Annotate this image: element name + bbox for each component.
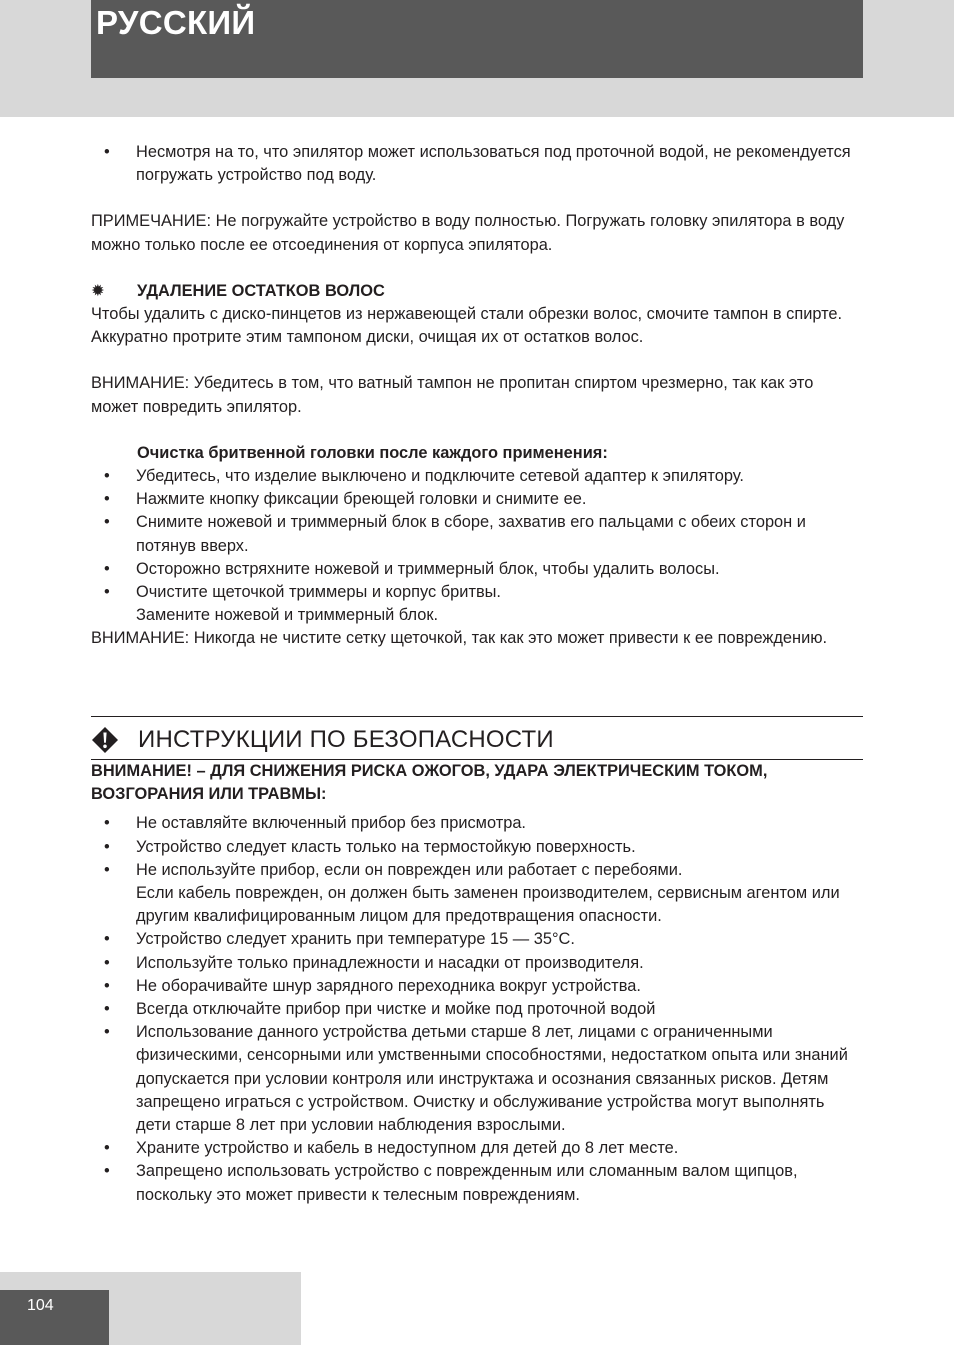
list-item: • Нажмите кнопку фиксации бреющей головки и снимите ее. — [91, 488, 863, 511]
list-item: • Снимите ножевой и триммерный блок в сборе, захватив его пальцами с обеих сторон и потянув вверх. — [91, 511, 863, 557]
shaver-cleaning-heading: Очистка бритвенной головки после каждого применения: — [137, 443, 608, 462]
shaver-cleaning-list — [91, 465, 863, 627]
page-number: 104 — [27, 1297, 54, 1314]
page-title: РУССКИЙ — [96, 4, 256, 41]
list-item: • Несмотря на то, что эпилятор может использоваться под проточной водой, не рекомендуется погружать устройство под воду. — [91, 141, 863, 187]
list-item: • Храните устройство и кабель в недоступном для детей до 8 лет месте. — [91, 1137, 863, 1160]
warning-icon — [91, 726, 119, 754]
hair-removal-paragraph: Аккуратно протрите этим тампоном диски, очищая их от остатков волос. — [91, 328, 644, 347]
intro-bullet-list — [91, 141, 863, 187]
list-item: • Всегда отключайте прибор при чистке и мойке под проточной водой — [91, 998, 863, 1021]
list-item-continuation: Если кабель поврежден, он должен быть заменен производителем, сервисным агентом или другим квалифицированным лицом для предотвращения опасности. — [136, 884, 840, 926]
sparkle-icon: ✹ — [91, 281, 105, 300]
note-paragraph: ПРИМЕЧАНИЕ: Не погружайте устройство в воду полностью. Погружать головку эпилятора в воду можно только после ее отсоединения от корпуса эпилятора. — [91, 212, 845, 254]
safety-section — [91, 716, 863, 1207]
brush-warning: ВНИМАНИЕ: Никогда не чистите сетку щеточкой, так как это может привести к ее повреждению. — [91, 629, 828, 648]
list-item: • Устройство следует хранить при температуре 15 — 35°C. — [91, 928, 863, 951]
list-item: • Убедитесь, что изделие выключено и подключите сетевой адаптер к эпилятору. — [91, 465, 863, 488]
list-item: • Не оставляйте включенный прибор без присмотра. — [91, 812, 863, 835]
hair-removal-paragraph: Чтобы удалить с диско-пинцетов из нержавеющей стали обрезки волос, смочите тампон в спирте. — [91, 305, 843, 324]
list-item-continuation: Замените ножевой и триммерный блок. — [136, 606, 439, 625]
safety-list — [91, 812, 863, 1206]
list-item: • Не оборачивайте шнур зарядного переходника вокруг устройства. — [91, 975, 863, 998]
list-item: • Используйте только принадлежности и насадки от производителя. — [91, 952, 863, 975]
hair-removal-heading-text: УДАЛЕНИЕ ОСТАТКОВ ВОЛОС — [137, 281, 385, 300]
safety-title: ИНСТРУКЦИИ ПО БЕЗОПАСНОСТИ — [138, 726, 554, 753]
list-item: • Устройство следует класть только на термостойкую поверхность. — [91, 836, 863, 859]
safety-warning: ВНИМАНИЕ! – ДЛЯ СНИЖЕНИЯ РИСКА ОЖОГОВ, УДАРА ЭЛЕКТРИЧЕСКИМ ТОКОМ, ВОЗГОРАНИЯ ИЛИ ТРАВМЫ: — [91, 762, 768, 804]
main-content — [91, 141, 863, 651]
list-item: • Осторожно встряхните ножевой и триммерный блок, чтобы удалить волосы. — [91, 558, 863, 581]
hair-removal-heading — [91, 280, 863, 303]
list-item: • Использование данного устройства детьми старше 8 лет, лицами с ограниченными физическими, сенсорными или умственными способностями, недостатком опыта или знаний допускается при условии контроля или инструктажа и осознания связанных рисков. Детям запрещено играться с устройством. Очистку и обслуживание устройства могут выполнять дети старше 8 лет при условии наблюдения взрослыми. — [91, 1021, 863, 1137]
safety-header — [91, 717, 863, 760]
list-item: • Не используйте прибор, если он поврежден или работает с перебоями. — [91, 859, 863, 882]
page-number-box — [0, 1290, 109, 1345]
list-item: • Очистите щеточкой триммеры и корпус бритвы. — [91, 581, 863, 604]
list-item: • Запрещено использовать устройство с поврежденным или сломанным валом щипцов, поскольку это может привести к телесным повреждениям. — [91, 1160, 863, 1206]
swab-warning: ВНИМАНИЕ: Убедитесь в том, что ватный тампон не пропитан спиртом чрезмерно, так как это может повредить эпилятор. — [91, 374, 814, 416]
